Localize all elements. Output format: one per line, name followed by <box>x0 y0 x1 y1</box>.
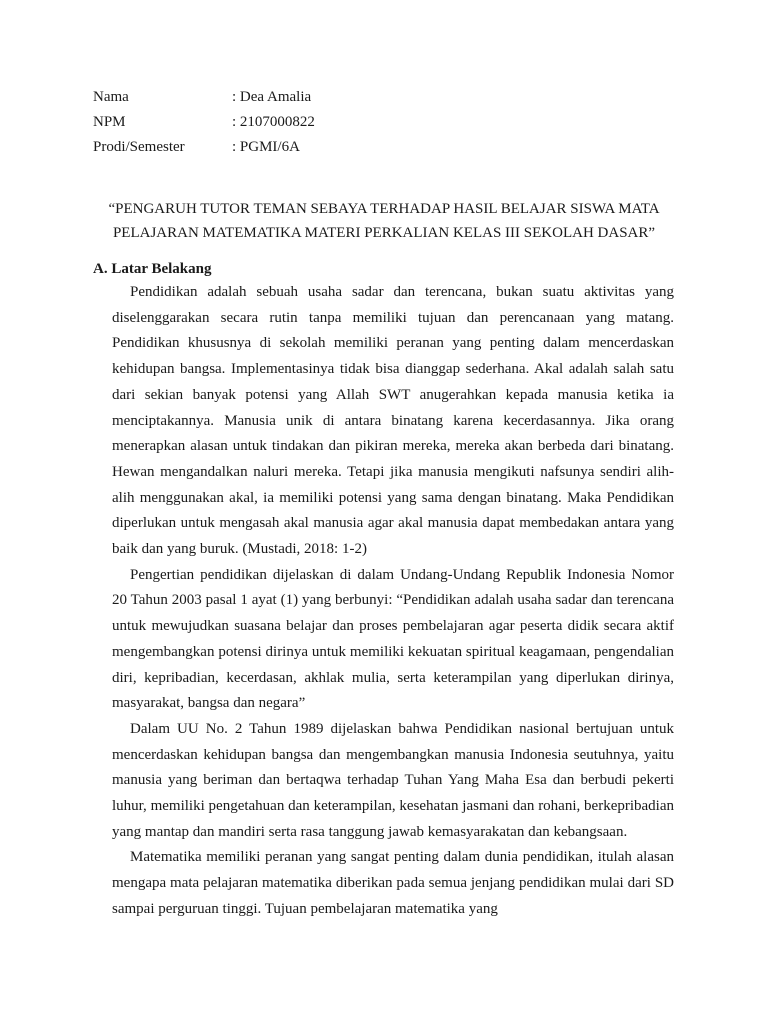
title-line: PELAJARAN MATEMATIKA MATERI PERKALIAN KELAS III SEKOLAH DASAR” <box>112 224 656 241</box>
info-label: NPM <box>93 114 126 130</box>
info-row-nama <box>93 86 315 111</box>
body-text <box>112 280 674 923</box>
info-row-prodi <box>93 136 315 161</box>
paragraph: Pengertian pendidikan dijelaskan di dalam Undang-Undang Republik Indonesia Nomor 20 Tahun 2003 pasal 1 ayat (1) yang berbunyi: “Pendidikan adalah usaha sadar dan terencana untuk mewujudkan suasana belajar dan proses pembelajaran agar peserta didik secara aktif mengembangkan potensi dirinya untuk memiliki kekuatan spiritual keagamaan, pengendalian diri, kepribadian, kecerdasan, akhlak mulia, serta keterampilan yang diperlukan dirinya, masyarakat, bangsa dan negara” <box>112 566 674 712</box>
info-row-npm <box>93 111 315 136</box>
info-label: Nama <box>93 89 129 105</box>
info-label: Prodi/Semester <box>93 139 185 155</box>
paragraph: Matematika memiliki peranan yang sangat penting dalam dunia pendidikan, itulah alasan mengapa mata pelajaran matematika diberikan pada semua jenjang pendidikan mulai dari SD sampai perguruan tinggi. Tujuan pembelajaran matematika yang <box>112 849 674 917</box>
student-info <box>93 86 315 161</box>
paragraph: Pendidikan adalah sebuah usaha sadar dan terencana, bukan suatu aktivitas yang diselenggarakan secara rutin tanpa memiliki tujuan dan perencanaan yang matang. Pendidikan khususnya di sekolah memiliki peranan yang penting dalam mencerdaskan kehidupan bangsa. Implementasinya tidak bisa dianggap sederhana. Akal adalah salah satu dari sekian banyak potensi yang Allah SWT anugerahkan kepada manusia ketika ia menciptakannya. Manusia unik di antara binatang karena kecerdasannya. Jika orang menerapkan alasan untuk tindakan dan pikiran mereka, mereka akan berbeda dari binatang. Hewan mengandalkan naluri mereka. Tetapi jika manusia mengikuti nafsunya sendiri alih-alih menggunakan akal, ia memiliki potensi yang sama dengan binatang. Maka Pendidikan diperlukan untuk mengasah akal manusia agar akal manusia dapat membedakan antara yang baik dan yang buruk. (Mustadi, 2018: 1-2) <box>112 284 674 558</box>
info-value: : PGMI/6A <box>232 139 300 155</box>
paragraph: Dalam UU No. 2 Tahun 1989 dijelaskan bahwa Pendidikan nasional bertujuan untuk mencerdaskan kehidupan bangsa dan mengembangkan manusia Indonesia seutuhnya, yaitu manusia yang beriman dan bertaqwa terhadap Tuhan Yang Maha Esa dan berbudi pekerti luhur, memiliki pengetahuan dan keterampilan, kesehatan jasmani dan rohani, berkepribadian yang mantap dan mandiri serta rasa tanggung jawab kemasyarakatan dan kebangsaan. <box>112 720 674 840</box>
section-heading: A. Latar Belakang <box>93 261 212 277</box>
document-title <box>80 198 688 245</box>
title-line: “PENGARUH TUTOR TEMAN SEBAYA TERHADAP HASIL BELAJAR SISWA MATA <box>108 201 660 217</box>
info-value: : Dea Amalia <box>232 89 312 105</box>
info-value: : 2107000822 <box>232 114 315 130</box>
